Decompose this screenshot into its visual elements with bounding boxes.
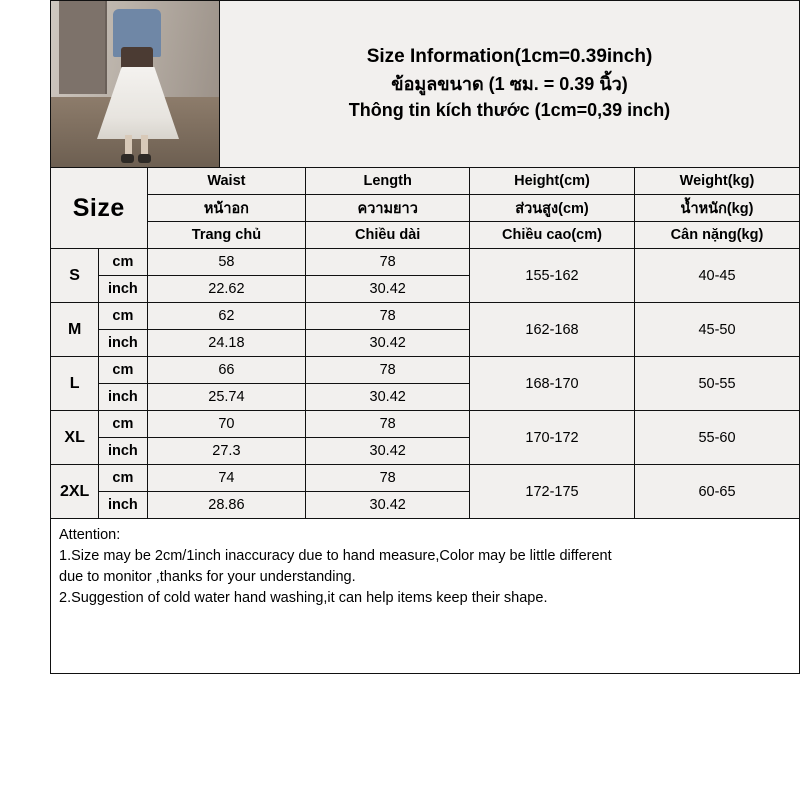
attention-line-2: due to monitor ,thanks for your understanding. <box>59 569 356 586</box>
size-table <box>50 167 800 519</box>
cell-height: 155-162 <box>470 249 635 303</box>
cell-height: 170-172 <box>470 411 635 465</box>
cell-length-inch: 30.42 <box>306 492 470 519</box>
header-titles <box>220 1 799 167</box>
title-thai: ข้อมูลขนาด (1 ซม. = 0.39 นิ้ว) <box>391 73 628 94</box>
row-unit-cm <box>99 465 147 492</box>
row-size-label <box>51 357 99 411</box>
size-value: XL <box>64 428 85 446</box>
col-header-length-th: ความยาว <box>306 195 470 222</box>
col-header-height-th: ส่วนสูง(cm) <box>470 195 635 222</box>
row-size-label <box>51 411 99 465</box>
table-header-row-vn <box>51 222 800 249</box>
cell-height: 172-175 <box>470 465 635 519</box>
col-header-weight-en: Weight(kg) <box>634 168 799 195</box>
size-value: L <box>69 374 80 392</box>
col-header-height-en: Height(cm) <box>470 168 635 195</box>
attention-heading: Attention: <box>59 527 121 543</box>
cell-length-cm: 78 <box>306 303 470 330</box>
size-value: S <box>69 266 80 284</box>
cell-length-inch: 30.42 <box>306 438 470 465</box>
col-header-length-en: Length <box>306 168 470 195</box>
row-unit-cm <box>99 249 147 276</box>
row-size-label <box>51 303 99 357</box>
col-header-waist-vn: Trang chủ <box>147 222 306 249</box>
row-unit-cm <box>99 411 147 438</box>
header <box>50 0 800 167</box>
col-header-waist-th: หน้าอก <box>147 195 306 222</box>
size-header-cell <box>51 168 148 249</box>
cell-length-inch: 30.42 <box>306 330 470 357</box>
cell-waist-cm: 70 <box>147 411 306 438</box>
size-header-label: Size <box>72 193 125 222</box>
cell-length-cm: 78 <box>306 465 470 492</box>
cell-height: 162-168 <box>470 303 635 357</box>
table-row <box>51 465 800 492</box>
unit-label: cm <box>112 470 134 486</box>
row-unit-inch <box>99 438 147 465</box>
unit-label: inch <box>107 443 138 459</box>
table-row <box>51 249 800 276</box>
attention-note <box>50 519 800 674</box>
cell-waist-cm: 58 <box>147 249 306 276</box>
row-unit-inch <box>99 330 147 357</box>
cell-waist-cm: 62 <box>147 303 306 330</box>
photo-model-shoe-right <box>138 154 151 163</box>
unit-label: cm <box>112 308 134 324</box>
row-size-label <box>51 249 99 303</box>
cell-waist-inch: 28.86 <box>147 492 306 519</box>
unit-label: cm <box>112 362 134 378</box>
row-unit-cm <box>99 357 147 384</box>
photo-door <box>59 1 107 94</box>
table-row <box>51 411 800 438</box>
row-size-label <box>51 465 99 519</box>
cell-length-cm: 78 <box>306 249 470 276</box>
cell-length-inch: 30.42 <box>306 384 470 411</box>
cell-waist-inch: 27.3 <box>147 438 306 465</box>
table-row <box>51 357 800 384</box>
size-value: M <box>67 320 82 338</box>
unit-label: cm <box>112 416 134 432</box>
cell-weight: 40-45 <box>634 249 799 303</box>
cell-weight: 50-55 <box>634 357 799 411</box>
table-header-row-th <box>51 195 800 222</box>
cell-length-inch: 30.42 <box>306 276 470 303</box>
photo-model-shoe-left <box>121 154 134 163</box>
cell-waist-inch: 24.18 <box>147 330 306 357</box>
col-header-height-vn: Chiều cao(cm) <box>470 222 635 249</box>
unit-label: inch <box>107 281 138 297</box>
row-unit-inch <box>99 276 147 303</box>
col-header-waist-en: Waist <box>147 168 306 195</box>
cell-waist-inch: 22.62 <box>147 276 306 303</box>
title-vietnamese: Thông tin kích thước (1cm=0,39 inch) <box>348 100 671 121</box>
cell-length-cm: 78 <box>306 411 470 438</box>
table-header-row-en <box>51 168 800 195</box>
unit-label: inch <box>107 497 138 513</box>
cell-length-cm: 78 <box>306 357 470 384</box>
cell-waist-inch: 25.74 <box>147 384 306 411</box>
attention-line-1: 1.Size may be 2cm/1inch inaccuracy due to hand measure,Color may be little different <box>59 548 612 565</box>
cell-weight: 60-65 <box>634 465 799 519</box>
col-header-weight-vn: Cân nặng(kg) <box>634 222 799 249</box>
cell-weight: 55-60 <box>634 411 799 465</box>
title-english: Size Information(1cm=0.39inch) <box>366 45 653 67</box>
unit-label: cm <box>112 254 134 270</box>
size-value: 2XL <box>59 482 90 500</box>
cell-weight: 45-50 <box>634 303 799 357</box>
col-header-weight-th: น้ำหนัก(kg) <box>634 195 799 222</box>
table-row <box>51 303 800 330</box>
col-header-length-vn: Chiều dài <box>306 222 470 249</box>
cell-waist-cm: 74 <box>147 465 306 492</box>
unit-label: inch <box>107 389 138 405</box>
cell-height: 168-170 <box>470 357 635 411</box>
product-photo <box>51 1 220 167</box>
row-unit-inch <box>99 384 147 411</box>
row-unit-cm <box>99 303 147 330</box>
row-unit-inch <box>99 492 147 519</box>
unit-label: inch <box>107 335 138 351</box>
cell-waist-cm: 66 <box>147 357 306 384</box>
attention-line-3: 2.Suggestion of cold water hand washing,it can help items keep their shape. <box>59 590 548 607</box>
